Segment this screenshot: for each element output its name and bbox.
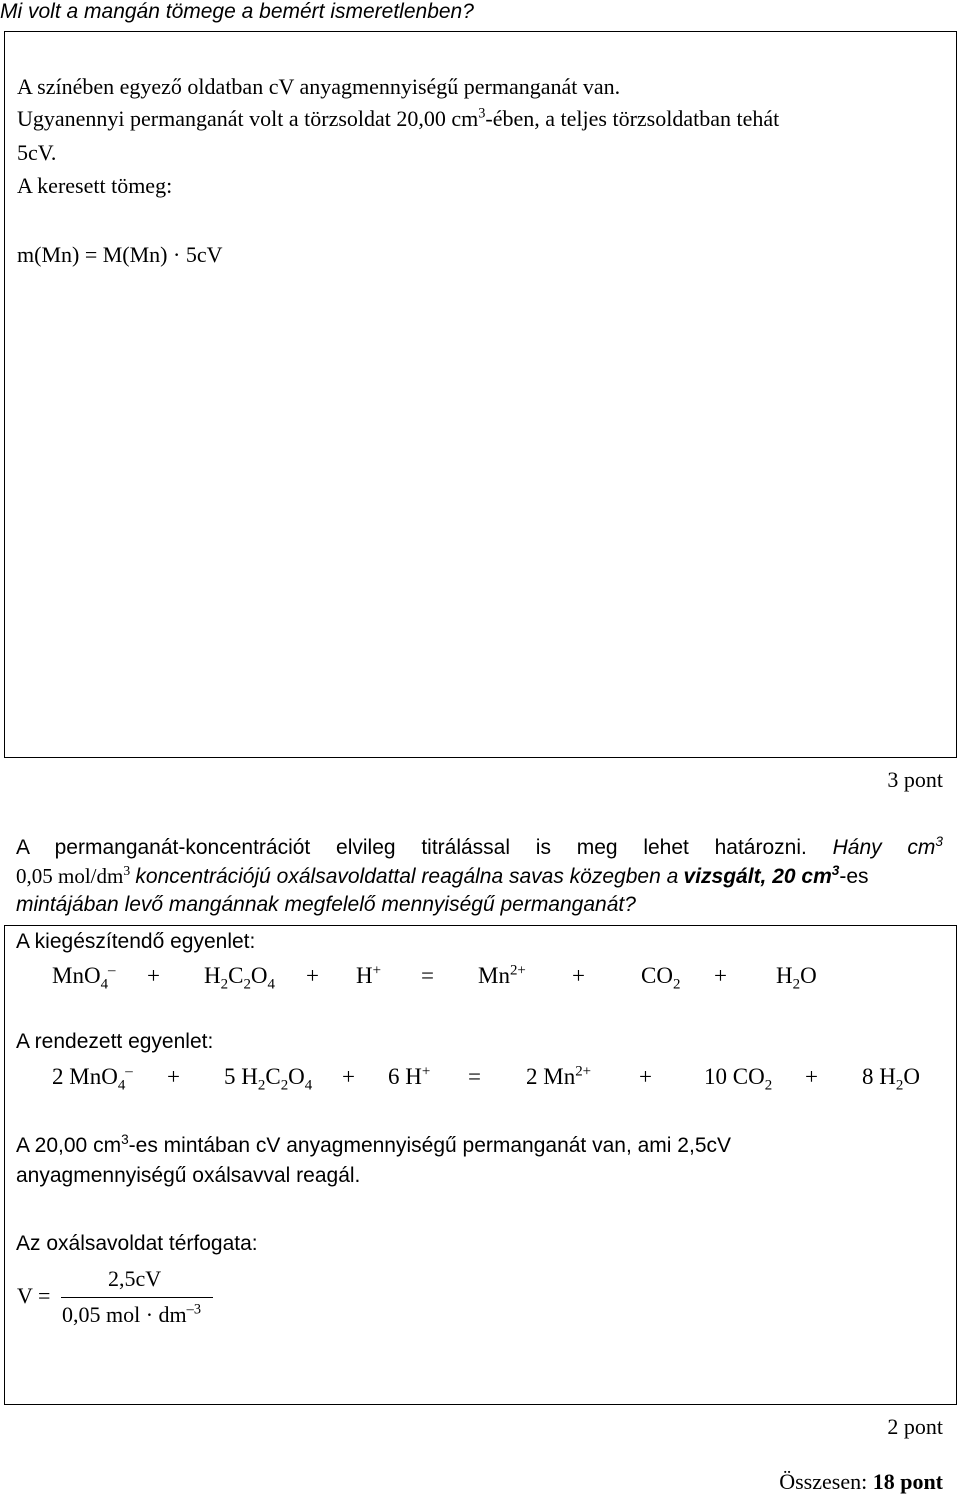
- total-score: [779, 1469, 943, 1495]
- question-2-line-1: A permanganát-koncentrációt elvileg titrálással is meg lehet határozni. Hány $cm^3$: [16, 834, 943, 859]
- box2-text-line1: A 20,00 $cm^3-es$ mintában cV anyagmennyiségű permanganát van, ami 2,5cV: [16, 1132, 732, 1157]
- fraction-bar: [61, 1297, 213, 1298]
- eq1-term-manganese: $Mn^{2+}$: [478, 962, 526, 988]
- eq1-term-permanganate: MnO$_4$–: [52, 962, 116, 993]
- box1-line4: A keresett tömeg:: [17, 173, 173, 198]
- box1-line3: 5cV.: [17, 140, 57, 165]
- eq1-plus-1: +: [147, 963, 160, 988]
- eq2-term-water: 8 $H_2O$: [862, 1064, 920, 1094]
- eq2-plus-2: +: [342, 1064, 355, 1089]
- eq2-plus-3: +: [639, 1064, 652, 1089]
- eq1-term-water: $H_2O$: [776, 963, 817, 993]
- eq1-plus-3: +: [572, 963, 585, 988]
- score-2: 2 pont: [887, 1414, 943, 1439]
- eq2-term-manganese: 2 $Mn^{2+}$: [526, 1063, 592, 1089]
- eq2-term-proton: 6 H+: [388, 1063, 431, 1089]
- unbalanced-equation-label: A kiegészítendő egyenlet:: [16, 930, 256, 953]
- box1-line2: Ugyanennyi permanganát volt a törzsoldat 20,00 $cm^3$-ében, a teljes törzsoldatban tehát: [17, 105, 780, 131]
- score-1: 3 pont: [887, 767, 943, 792]
- total-label: Összesen:: [779, 1469, 868, 1494]
- eq2-equals: =: [468, 1064, 481, 1089]
- eq1-term-co2: $CO_2$: [641, 963, 681, 993]
- eq2-term-co2: 10 $CO_2$: [704, 1064, 773, 1094]
- eq1-plus-2: +: [306, 963, 319, 988]
- answer-box-2: [4, 925, 957, 1405]
- answer-box-1: [4, 31, 957, 758]
- balanced-equation-label: A rendezett egyenlet:: [16, 1030, 214, 1053]
- volume-label: Az oxálsavoldat térfogata:: [16, 1232, 258, 1255]
- eq2-term-permanganate: 2 MnO$_4$–: [52, 1063, 133, 1094]
- eq1-equals: =: [421, 963, 434, 988]
- mass-formula: m(Mn) = M(Mn) · 5cV: [17, 242, 223, 267]
- question-top: Mi volt a mangán tömege a bemért ismeretlenben?: [0, 0, 474, 23]
- total-value: 18 pont: [872, 1469, 943, 1494]
- box1-line1: A színében egyező oldatban cV anyagmennyiségű permanganát van.: [17, 74, 621, 99]
- volume-numerator: 2,5cV: [108, 1266, 162, 1291]
- volume-denominator: 0,05 mol · $dm^{-3}$: [62, 1301, 201, 1327]
- eq2-term-oxalic-acid: 5 $H_2C_2O_4$: [224, 1064, 313, 1094]
- volume-left: V =: [17, 1283, 51, 1308]
- question-2-line-2: 0,05 mol/$dm^3$ koncentrációjú oxálsavoldattal reagálna savas közegben a vizsgált, 20 $cm^3-es$: [16, 863, 869, 888]
- eq1-plus-4: +: [714, 963, 727, 988]
- box2-text-line2: anyagmennyiségű oxálsavval reagál.: [16, 1164, 361, 1187]
- eq2-plus-1: +: [167, 1064, 180, 1089]
- eq1-term-oxalic-acid: $H_2C_2O_4$: [204, 963, 275, 993]
- eq2-plus-4: +: [805, 1064, 818, 1089]
- question-2-line-3: mintájában levő mangánnak megfelelő mennyiségű permanganát?: [16, 893, 636, 916]
- eq1-term-proton: H+: [356, 962, 382, 988]
